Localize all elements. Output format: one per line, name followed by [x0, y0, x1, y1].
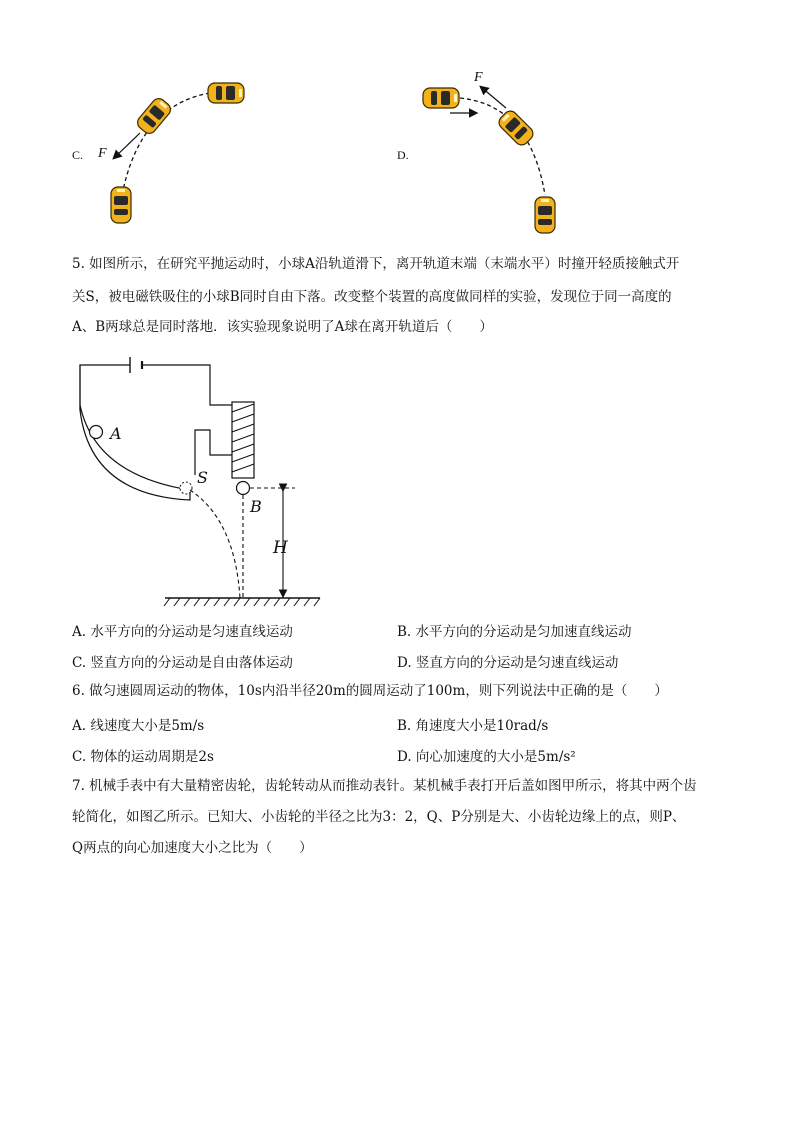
q7-line-1: 7. 机械手表中有大量精密齿轮，齿轮转动从而推动表针。某机械手表打开后盖如图甲所示，将其中两个齿 — [72, 778, 697, 794]
force-label-d: F — [474, 70, 483, 85]
q5-line-3: A、B两球总是同时落地．该实验现象说明了A球在离开轨道后（ ） — [72, 319, 493, 335]
label-b: B — [250, 497, 262, 516]
ball-b-icon — [237, 482, 250, 495]
q7-line-2: 轮简化，如图乙所示。已知大、小齿轮的半径之比为3：2，Q、P分别是大、小齿轮边缘上的点，则P、 — [72, 809, 686, 825]
q5-option-a[interactable]: A. 水平方向的分运动是匀速直线运动 — [72, 624, 293, 640]
q5-line-2: 关S，被电磁铁吸住的小球B同时自由下落。改变整个装置的高度做同样的实验，发现位于同一高度的 — [72, 289, 672, 305]
q6-option-b[interactable]: B. 角速度大小是10rad/s — [397, 718, 549, 734]
q5-option-b[interactable]: B. 水平方向的分运动是匀加速直线运动 — [397, 624, 632, 640]
q5-option-d[interactable]: D. 竖直方向的分运动是匀速直线运动 — [397, 655, 619, 671]
label-h: H — [273, 538, 288, 558]
label-a: A — [110, 424, 122, 443]
ball-a-icon — [90, 426, 103, 439]
option-c-label: C. — [72, 148, 84, 162]
q5-line-1: 5. 如图所示，在研究平抛运动时，小球A沿轨道滑下，离开轨道末端（末端水平）时撞开轻质接触式开 — [72, 256, 680, 272]
q6-option-c[interactable]: C. 物体的运动周期是2s — [72, 749, 214, 765]
label-s: S — [197, 468, 208, 487]
option-d-label: D. — [397, 148, 409, 162]
q5-option-c[interactable]: C. 竖直方向的分运动是自由落体运动 — [72, 655, 293, 671]
q6-option-a[interactable]: A. 线速度大小是5m/s — [72, 718, 205, 734]
force-label-c: F — [98, 146, 107, 161]
q6-line-1: 6. 做匀速圆周运动的物体，10s内沿半径20m的圆周运动了100m，则下列说法中正确的是（ ） — [72, 683, 668, 699]
q6-option-d[interactable]: D. 向心加速度的大小是5m/s² — [397, 749, 576, 765]
q7-line-3: Q两点的向心加速度大小之比为（ ） — [72, 840, 313, 856]
